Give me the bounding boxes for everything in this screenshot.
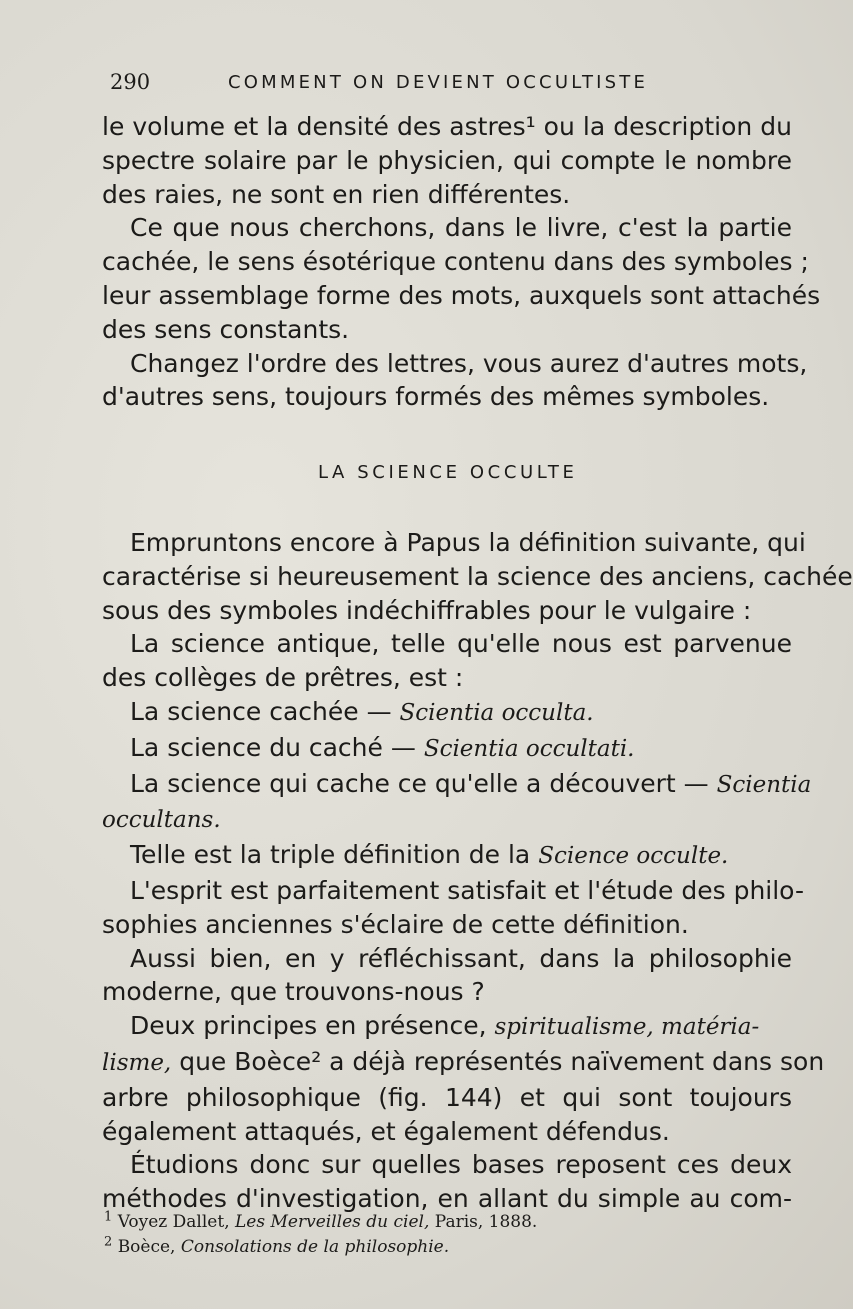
- footnote-title: Les Merveilles du ciel,: [235, 1212, 430, 1232]
- text-line: des raies, ne sont en rien différentes.: [102, 179, 571, 209]
- text-line: Aussi bien, en y réfléchissant, dans la philosophie: [130, 943, 792, 973]
- text-line: également attaqués, et également défendus.: [102, 1116, 670, 1146]
- footnote-rest: Paris, 1888.: [429, 1212, 538, 1232]
- text-line: des collèges de prêtres, est :: [102, 663, 464, 693]
- text-line: [102, 1009, 792, 1045]
- text-line: [102, 802, 792, 838]
- text-line: leur assemblage forme des mots, auxquels sont attachés: [102, 280, 821, 310]
- text-line: Ce que nous cherchons, dans le livre, c'est la partie: [130, 213, 792, 243]
- section-title: LA SCIENCE OCCULTE: [318, 462, 578, 483]
- text-line: des sens constants.: [102, 314, 350, 344]
- footnote-marker: 1: [104, 1209, 113, 1225]
- text-line: caractérise si heureusement la science des anciens, cachée: [102, 561, 853, 591]
- text-line: [102, 838, 792, 874]
- page-header: [110, 70, 790, 100]
- text-line: moderne, que trouvons-nous ?: [102, 977, 485, 1007]
- text-line: spectre solaire par le physicien, qui compte le nombre: [102, 145, 792, 175]
- footnotes: [104, 1210, 604, 1260]
- text-line: [102, 1045, 825, 1081]
- latin-term: Scientia: [716, 771, 812, 798]
- text-line: méthodes d'investigation, en allant du simple au com-: [102, 1184, 792, 1214]
- text-line: le volume et la densité des astres¹ ou la description du: [102, 112, 792, 141]
- footnote-marker: 2: [104, 1234, 113, 1250]
- line-text: La science cachée —: [130, 696, 400, 726]
- line-text: Deux principes en présence,: [130, 1011, 495, 1041]
- line-text: La science du caché —: [130, 732, 424, 762]
- latin-term: Scientia occulta.: [399, 699, 594, 726]
- text-line: sous des symboles indéchiffrables pour le vulgaire :: [102, 595, 752, 625]
- text-line: La science antique, telle qu'elle nous est parvenue: [130, 629, 792, 659]
- paragraph-block-2: [102, 526, 853, 1216]
- line-text: La science qui cache ce qu'elle a découvert —: [130, 768, 717, 798]
- running-title: COMMENT ON DEVIENT OCCULTISTE: [228, 72, 649, 93]
- page-number: 290: [110, 70, 151, 94]
- text-line: d'autres sens, toujours formés des mêmes symboles.: [102, 382, 770, 412]
- text-line: sophies anciennes s'éclaire de cette définition.: [102, 909, 689, 939]
- italic-term: Science occulte.: [538, 843, 729, 870]
- italic-term: spiritualisme, matéria-: [494, 1014, 760, 1041]
- line-text: que Boèce² a déjà représentés naïvement dans son: [171, 1046, 825, 1076]
- text-line: [102, 767, 812, 803]
- text-line: Empruntons encore à Papus la définition suivante, qui: [130, 528, 806, 557]
- footnote-1: [104, 1210, 604, 1235]
- footnote-2: [104, 1235, 604, 1260]
- text-line: L'esprit est parfaitement satisfait et l'étude des philo-: [130, 875, 804, 905]
- footnote-text: Voyez Dallet,: [117, 1212, 236, 1232]
- paragraph-block-1: [102, 110, 821, 414]
- text-line: Changez l'ordre des lettres, vous aurez d'autres mots,: [130, 348, 808, 378]
- text-line: Étudions donc sur quelles bases reposent ces deux: [130, 1150, 792, 1180]
- latin-term: occultans.: [102, 807, 221, 834]
- italic-term: lisme,: [102, 1049, 172, 1076]
- text-line: [102, 731, 792, 767]
- text-line: cachée, le sens ésotérique contenu dans des symboles ;: [102, 247, 809, 277]
- line-text: Telle est la triple définition de la: [130, 840, 539, 870]
- footnote-text: Boèce,: [117, 1237, 181, 1257]
- latin-term: Scientia occultati.: [423, 735, 635, 762]
- text-line: arbre philosophique (fig. 144) et qui sont toujours: [102, 1082, 792, 1112]
- text-line: [102, 695, 792, 731]
- footnote-title: Consolations de la philosophie.: [180, 1237, 450, 1257]
